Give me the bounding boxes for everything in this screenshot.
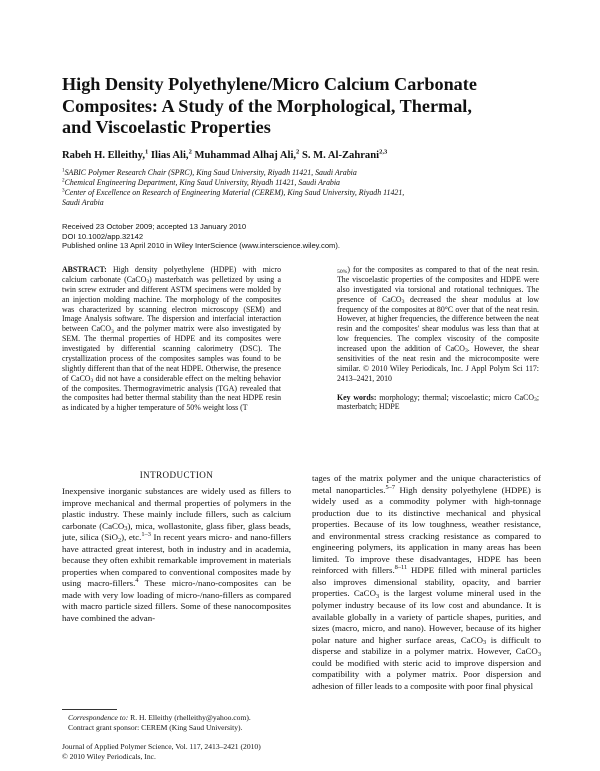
author-name: Rabeh H. Elleithy, — [62, 150, 145, 161]
affiliation-text: Saudi Arabia — [62, 197, 104, 207]
published-date: Published online 13 April 2010 in Wiley InterScience (www.interscience.wiley.com). — [62, 241, 341, 251]
affiliation-text: Center of Excellence on Research of Engineering Material (CEREM), King Saud University, Riyadh 11421, — [64, 187, 405, 197]
author-name: Muhammad Alhaj Ali, — [194, 150, 297, 161]
footnote-divider — [62, 709, 117, 710]
subscript: 3 — [537, 650, 541, 658]
abstract-text: ) masterbatch was pelletized by using a twin screw extruder and different ASTM specimens were molded by an injection molding machine. The morphology of the composites was characterized by scanning electron microscopy (SEM) and Image Analysis software. The dispersion and interfacial interaction between CaCO — [62, 274, 281, 334]
subscript: 3 — [464, 348, 468, 355]
subscript: 3 — [483, 639, 487, 647]
body-column-right — [312, 473, 541, 692]
paper-title — [62, 74, 542, 139]
abstract-text: High density polyethylene (HDPE) with micro calcium carbonate (CaCO — [62, 265, 281, 284]
title-line: and Viscoelastic Properties — [62, 117, 271, 137]
subscript: 3 — [124, 525, 128, 533]
body-text: is difficult to disperse and stabilize in a polymer matrix. However, CaCO — [312, 634, 541, 657]
subscript: 3 — [90, 378, 94, 385]
author-name: Ilias Ali, — [150, 150, 189, 161]
author-affil-ref: 2,3 — [379, 148, 388, 156]
body-text: Inexpensive inorganic substances are widely used as fillers to improve mechanical and thermal properties of polymers in the plastic industry. These mainly include fillers, such as calcium carbonate (CaCO — [62, 486, 291, 531]
section-heading: INTRODUCTION — [139, 470, 214, 480]
abstract-column-right — [337, 265, 539, 412]
subscript: 50% — [337, 269, 348, 276]
citation-ref: 5–7 — [385, 483, 395, 491]
abstract-text: and the polymer matrix were also investigated by SEM. The thermal properties of HDPE and its composites were investigated by differential scanning calorimetry (DSC). The crystallization process of the composites samples was found to be slightly different than that of the neat HDPE. Otherwise, the presence of CaCO — [62, 324, 281, 383]
keywords — [337, 393, 539, 413]
abstract-text: did not have a considerable effect on the melting behavior of the composites. Thermogravimetric analysis (TGA) revealed that the composites had better thermal stability than the neat HDPE resin as indicated by a higher temperature of 50% weight loss (T — [62, 373, 281, 413]
correspondence-text: R. H. Elleithy (rhelleithy@yahoo.com). — [128, 713, 251, 722]
author-affil-ref: 1 — [145, 148, 149, 156]
author-list — [62, 150, 542, 161]
body-text: ), mica, wollastonite, glass fiber, glass beads, jute, silica (SiO — [62, 520, 291, 543]
body-text: tages of the matrix polymer and the unique characteristics of metal nanoparticles. — [312, 473, 541, 495]
subscript: 3 — [375, 593, 380, 601]
affiliation-number: 3 — [62, 187, 65, 194]
abstract-text: . However, the shear sensitivities of the neat resin and the microcomposite were similar. © 2010 Wiley Periodicals, Inc. J Appl Polym Sci 117: 2413–2421, 2010 — [337, 344, 539, 383]
body-text: HDPE filled with mineral particles also improves dimensional stability, opacity, and barrier properties. CaCO — [312, 565, 541, 599]
copyright-line: © 2010 Wiley Periodicals, Inc. — [62, 751, 156, 761]
footnotes — [68, 713, 293, 732]
affiliation-text: Chemical Engineering Department, King Saud University, Riyadh 11421, Saudi Arabia — [64, 177, 341, 187]
abstract-continued — [337, 265, 539, 384]
subscript: 3 — [146, 279, 150, 286]
journal-citation — [62, 742, 302, 761]
affiliation-number: 2 — [62, 177, 65, 184]
affiliation — [62, 188, 542, 198]
keywords-text: ; masterbatch; HDPE — [337, 392, 539, 412]
subscript: 3 — [533, 396, 537, 403]
abstract-label: ABSTRACT: — [62, 265, 107, 274]
subscript: 3 — [111, 328, 114, 335]
publication-dates — [62, 222, 542, 251]
affiliation-text: SABIC Polymer Research Chair (SPRC), King Saud University, Riyadh 11421, Saudi Arabia — [64, 168, 357, 177]
body-text: ), etc. — [121, 532, 142, 543]
affiliation-number: 1 — [62, 167, 65, 174]
author-affil-ref: 2 — [188, 148, 192, 156]
title-line: High Density Polyethylene/Micro Calcium Carbonate — [62, 74, 477, 94]
author-affil-ref: 2 — [296, 148, 300, 156]
keywords-text: morphology; thermal; viscoelastic; micro CaCO — [376, 392, 534, 402]
author-name: S. M. Al-Zahrani — [301, 150, 380, 161]
body-text: is the largest volume mineral used in the polymer industry because of its low cost and abundance. It is available globally in a variety of particle shapes, purities, and sizes (macro, micro, and nano). However, because of its higher polar nature and higher surface areas, CaCO — [312, 588, 541, 645]
correspondence-label: Correspondence to: — [68, 713, 129, 722]
affiliation — [62, 178, 542, 188]
grant-sponsor: Contract grant sponsor: CEREM (King Saud University). — [68, 722, 243, 732]
body-text: High density polyethylene (HDPE) is widely used as a commodity polymer with high-tonnage production due to its distinctive mechanical and physical properties. Because of its low toughness, weather resistance, and environmental stress cracking resistance as compared to engineering polymers, its application in many areas has been limited. To improve these disadvantages, HDPE has been reinforced with fillers. — [312, 484, 541, 576]
doi: DOI 10.1002/app.32142 — [62, 231, 144, 241]
body-text: could be modified with steric acid to improve dispersion and compatibility with a polymer matrix. Poor dispersion and adhesion of filler leads to a composite with poor final physical — [312, 657, 541, 691]
title-line: Composites: A Study of the Morphological, Thermal, — [62, 95, 472, 116]
citation-ref: 8–11 — [394, 564, 408, 572]
journal-line: Journal of Applied Polymer Science, Vol. 117, 2413–2421 (2010) — [62, 742, 261, 751]
citation-ref: 1–3 — [141, 531, 151, 539]
received-date: Received 23 October 2009; accepted 13 January 2010 — [62, 222, 247, 231]
citation-ref: 4 — [135, 577, 139, 585]
abstract-text: ) for the composites as compared to that of the neat resin. The viscoelastic properties of the composites and HDPE were also investigated via torsional and rotational techniques. The presence of CaCO — [337, 265, 539, 304]
abstract-text: decreased the shear modulus at low frequency of the composites at 80°C over that of the neat resin. However, at higher frequencies, the difference between the neat resin and the composites' shear modulus was less than that at low frequencies. The complex viscosity of the composite increased upon the addition of CaCO — [337, 294, 540, 353]
affiliation — [62, 168, 542, 178]
affiliations — [62, 168, 542, 208]
keywords-label: Key words: — [337, 392, 377, 402]
affiliation — [62, 198, 542, 208]
subscript: 2 — [117, 536, 122, 544]
subscript: 3 — [401, 299, 405, 306]
body-column-left — [62, 486, 291, 625]
body-text: These micro-/nano-composites can be made with very low loading of micro-/nano-fillers as compared with macro particle sized fillers. Some of these nanocomposites have combined the advan- — [62, 578, 291, 624]
body-text: In recent years micro- and nano-fillers have attracted great interest, both in industry and in academia, because they often exhibit remarkable improvement in materials properties when compared to conventional composites made by using macro-fillers. — [62, 532, 292, 589]
correspondence — [68, 713, 293, 723]
abstract-column-left — [62, 265, 281, 413]
